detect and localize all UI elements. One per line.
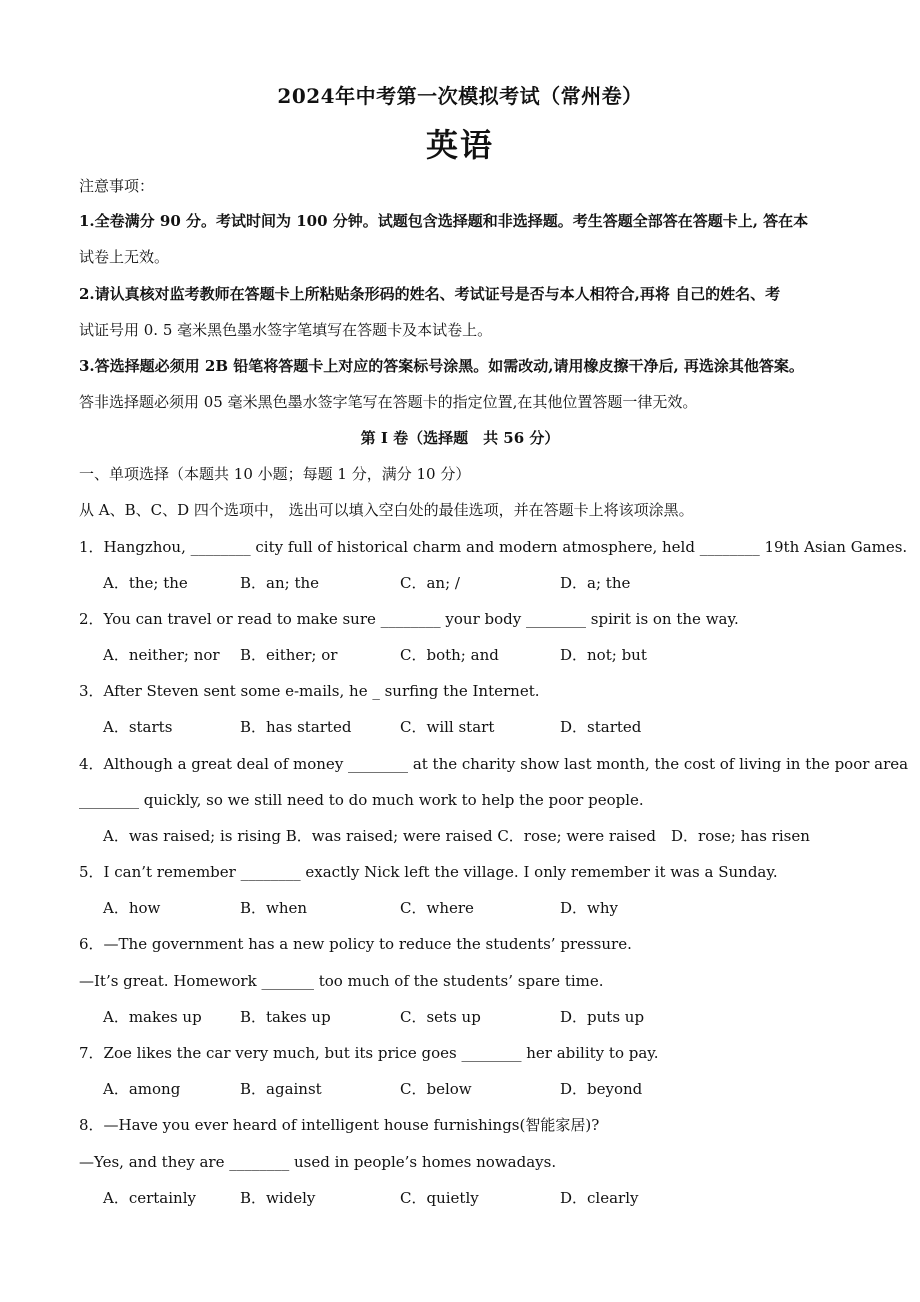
question-stem: 1．Hangzhou, ________ city full of historical charm and modern atmosphere, held ________ 19th Asian Games. (79, 538, 908, 556)
notice-line: 2.请认真核对监考教师在答题卡上所粘贴条形码的姓名、考试证号是否与本人相符合,再将 自己的姓名、考 (79, 285, 781, 303)
notice-heading: 注意事项： (79, 177, 155, 195)
option-b: B．takes up (240, 1008, 331, 1026)
option-a: A．makes up (103, 1008, 202, 1026)
question-stem: 3．After Steven sent some e-mails, he _ surfing the Internet. (79, 682, 540, 700)
option-b: B．an; the (240, 574, 320, 592)
option-d: D．puts up (560, 1008, 645, 1026)
option-b: B．widely (240, 1189, 316, 1207)
question-options: A．was raised; is rising B．was raised; were raised C．rose; were raised D．rose; has risen (103, 827, 810, 845)
question-stem-continued: —It’s great. Homework _______ too much of the students’ spare time. (79, 972, 604, 990)
option-c: C．an; / (400, 574, 460, 592)
option-d: D．beyond (560, 1080, 643, 1098)
option-b: B．either; or (240, 646, 338, 664)
question-stem-continued: —Yes, and they are ________ used in people’s homes nowadays. (79, 1153, 557, 1171)
exam-title: 2024年中考第一次模拟考试（常州卷） (277, 84, 643, 108)
notice-line: 答非选择题必须用 05 毫米黑色墨水签字笔写在答题卡的指定位置,在其他位置答题一律无效。 (79, 393, 698, 411)
option-c: C．quietly (400, 1189, 479, 1207)
option-d: D．why (560, 899, 619, 917)
option-a: A．among (103, 1080, 181, 1098)
option-b: B．when (240, 899, 308, 917)
notice-line: 试卷上无效。 (79, 248, 170, 266)
option-d: D．clearly (560, 1189, 639, 1207)
option-a: A．neither; nor (103, 646, 220, 664)
option-c: C．both; and (400, 646, 499, 664)
section-heading: 一、单项选择（本题共 10 小题；每题 1 分，满分 10 分） (79, 465, 471, 483)
section-instruction: 从 A、B、C、D 四个选项中， 选出可以填入空白处的最佳选项，并在答题卡上将该项涂黑。 (79, 501, 694, 519)
question-stem: 2．You can travel or read to make sure ________ your body ________ spirit is on the way. (79, 610, 739, 628)
question-stem: 4．Although a great deal of money ________ at the charity show last month, the cost of living in the poor area (79, 755, 909, 773)
question-stem: 6．—The government has a new policy to reduce the students’ pressure. (79, 935, 632, 953)
notice-line: 1.全卷满分 90 分。考试时间为 100 分钟。试题包含选择题和非选择题。考生答题全部答在答题卡上, 答在本 (79, 212, 809, 230)
option-a: A．how (103, 899, 161, 917)
option-d: D．a; the (560, 574, 631, 592)
option-c: C．will start (400, 718, 495, 736)
question-stem: 5．I can’t remember ________ exactly Nick left the village. I only remember it was a Sunday. (79, 863, 778, 881)
notice-line: 3.答选择题必须用 2B 铅笔将答题卡上对应的答案标号涂黑。如需改动,请用橡皮擦干净后, 再选涂其他答案。 (79, 357, 804, 375)
subject-title: 英语 (425, 126, 494, 164)
part-title: 第 I 卷（选择题 共 56 分） (360, 429, 560, 447)
option-a: A．the; the (103, 574, 188, 592)
question-stem: 8．—Have you ever heard of intelligent house furnishings(智能家居)? (79, 1116, 600, 1134)
option-a: A．starts (103, 718, 173, 736)
option-c: C．below (400, 1080, 472, 1098)
option-a: A．certainly (103, 1189, 196, 1207)
option-d: D．not; but (560, 646, 647, 664)
option-b: B．has started (240, 718, 352, 736)
option-c: C．where (400, 899, 474, 917)
option-b: B．against (240, 1080, 322, 1098)
option-d: D．started (560, 718, 642, 736)
option-c: C．sets up (400, 1008, 481, 1026)
notice-line: 试证号用 0. 5 毫米黑色墨水签字笔填写在答题卡及本试卷上。 (79, 321, 493, 339)
question-stem: 7．Zoe likes the car very much, but its price goes ________ her ability to pay. (79, 1044, 659, 1062)
question-stem-continued: ________ quickly, so we still need to do much work to help the poor people. (79, 791, 644, 809)
